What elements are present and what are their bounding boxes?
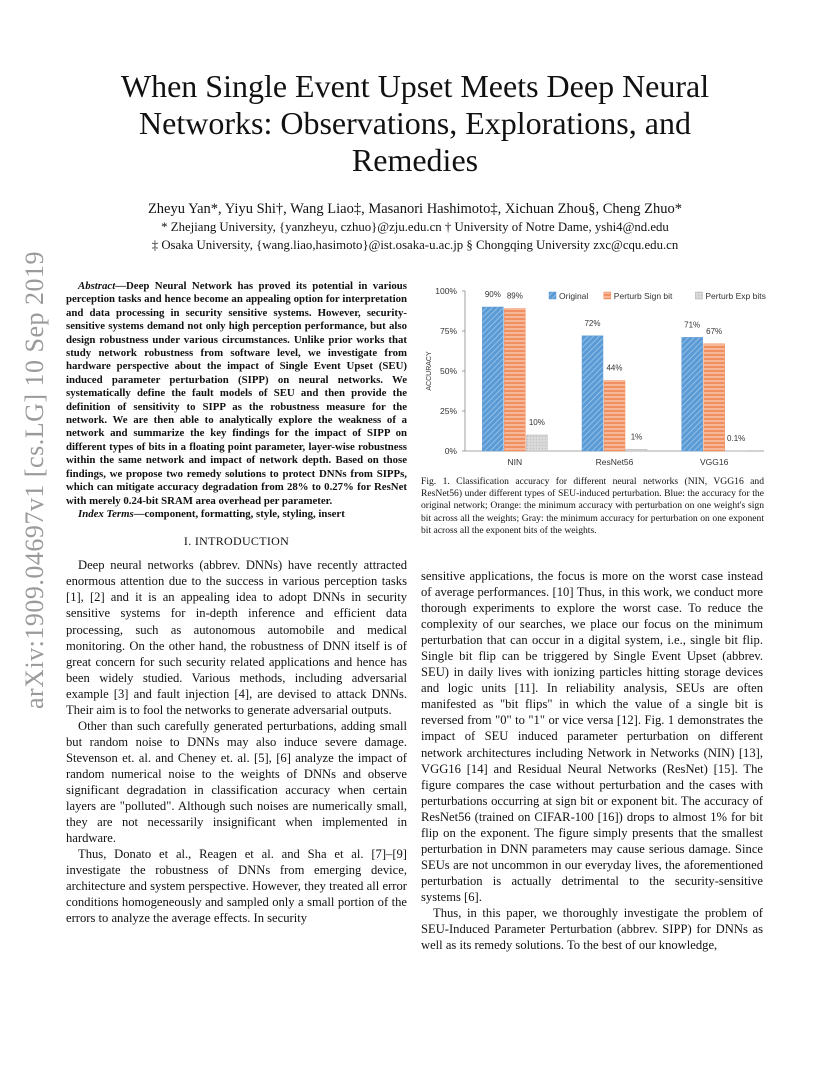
bar-resnet56-original — [582, 336, 603, 451]
legend-swatch — [695, 292, 702, 299]
data-label: 90% — [484, 290, 501, 299]
legend-swatch — [549, 292, 556, 299]
right-column — [421, 568, 763, 953]
abstract — [66, 280, 407, 508]
x-tick-label: NIN — [507, 457, 523, 467]
bar-nin-perturb-exp-bits — [526, 435, 547, 451]
section-heading: I. INTRODUCTION — [183, 534, 290, 549]
accuracy-bar-chart — [421, 282, 771, 472]
y-tick-label: 50% — [439, 366, 457, 376]
data-label: 0.1% — [727, 433, 746, 443]
bar-resnet56-perturb-sign-bit — [604, 381, 625, 451]
data-label: 72% — [584, 318, 601, 328]
y-tick-label: 25% — [439, 406, 457, 416]
bar-vgg16-perturb-sign-bit — [704, 344, 725, 451]
left-column — [66, 280, 407, 926]
bar-nin-perturb-sign-bit — [504, 309, 525, 451]
abstract-text: —Deep Neural Network has proved its potential in various perception tasks and hence become an appealing option for interpretation and data processing in security sensitive systems. However, security-sensitive systems demand not only high perception performance, but also design robustness under various circumstances. Unlike prior works that study network robustness from software level, we investigate from hardware perspective about the impact of Single Event Upset (SEU) induced parameter perturbation (SIPP) on neural networks. We systematically define the fault models of SEU and then provide the definition of sensitivity to SIPP as the robustness measure for the network. We are then able to analytically explore the weakness of a network and summarize the key findings for the impact of SIPP on different types of bits in a floating point parameter, layer-wise robustness within the same network and impact of network depth. Based on those findings, we propose two remedy solutions to protect DNNs from SIPPs, which can mitigate accuracy degradation from 28% to 0.27% for ResNet with merely 0.24-bit SRAM area overhead per parameter. — [66, 280, 407, 507]
legend-label: Perturb Exp bits — [705, 291, 766, 301]
legend-label: Original — [559, 291, 589, 301]
y-tick-label: 75% — [439, 326, 457, 336]
index-terms-text: —component, formatting, style, styling, insert — [133, 507, 345, 520]
body-paragraph: sensitive applications, the focus is more on the worst case instead of average performances. [10] Thus, in this work, we conduct more thorough experiments to explore the worst case. To reduce the complexity of our searches, we place our focus on the minimum perturbation that can occur in a digital system, i.e., single bit flip. Single bit flip can be triggered by Single Event Upset (abbrev. SEU) in daily lives with ionizing particles hitting storage devices and logic units [11]. In reliability analysis, SEUs are often manifested as "bit flips" in which the value of a single bit is reversed from "0" to "1" or vice versa [12]. Fig. 1 demonstrates the impact of SEU induced parameter perturbation on different network architectures including Network in Networks (NIN) [13], VGG16 [14] and Residual Neural Networks (ResNet) [15]. The figure compares the case without perturbation and the cases with perturbations occurring at sign bit or exponent bit. The accuracy of ResNet56 (trained on CIFAR-100 [16]) drops to almost 1% for bit flip on the exponent. The figure simply presents that the smallest perturbation in DNN parameters may cause serious damage. Since SEUs are not uncommon in our everyday lives, the aforementioned perturbation is actually detrimental to the security-sensitive systems [6]. — [421, 569, 763, 904]
arxiv-stamp — [16, 250, 54, 710]
x-tick-label: VGG16 — [699, 457, 729, 467]
figure-caption: Fig. 1. Classification accuracy for different neural networks (NIN, VGG16 and ResNet56) under different types of SEU-induced perturbation. Blue: the accuracy for the original network; Orange: the minimum accuracy with perturbation on one weight's sign bit across all the weights; Gray: the minimum accuracy for perturbation on one exponent bit across all the exponent bits of the weights. — [421, 476, 764, 536]
y-tick-label: 100% — [435, 286, 457, 296]
bar-vgg16-original — [682, 337, 703, 451]
data-label: 10% — [528, 418, 545, 427]
y-axis-label: ACCURACY — [426, 351, 433, 391]
y-tick-label: 0% — [444, 446, 457, 456]
legend-swatch — [604, 292, 611, 299]
arxiv-id-label: arXiv:1909.04697v1 [cs.LG] 10 Sep 2019 — [20, 250, 49, 710]
index-terms — [66, 508, 407, 521]
bar-nin-original — [482, 307, 503, 451]
index-terms-label: Index Terms — [78, 507, 134, 520]
affiliation-line: ‡ Osaka University, {wang.liao,hasimoto}@ist.osaka-u.ac.jp § Chongqing University zxc@cqu.edu.cn — [151, 237, 679, 252]
body-paragraph: Other than such carefully generated perturbations, adding small but random noise to DNNs may also induce severe damage. Stevenson et. al. and Cheney et. al. [5], [6] analyze the impact of random numerical noise to the weights of DNNs and observe significant degradation in classification accuracy when certain layers are "polluted". Although such noises are numerically small, they are not necessarily insignificant when implemented in hardware. — [66, 718, 407, 846]
affiliations — [70, 219, 760, 254]
abstract-label: Abstract — [78, 280, 116, 292]
data-label: 89% — [506, 291, 523, 301]
body-paragraph: Thus, Donato et al., Reagen et al. and Sha et al. [7]–[9] investigate the robustness of DNNs from emerging device, architecture and system perspective. However, they treated all error conditions homogeneously and sampled only a small portion of the errors to analyze the average effects. In security — [66, 847, 407, 926]
data-label: 71% — [684, 320, 701, 330]
data-label: 1% — [630, 432, 643, 442]
x-tick-label: ResNet56 — [595, 457, 634, 467]
data-label: 67% — [706, 326, 723, 336]
body-paragraph: Deep neural networks (abbrev. DNNs) have recently attracted enormous attention due to the success in various perception tasks [1], [2] and it is an appealing idea to adopt DNNs in security sensitive systems for in-depth inference and efficient data processing, such as autonomous automobile and medical monitoring. On the other hand, the robustness of DNN itself is of great concern for such security related applications and hence has been widely studied. Various methods, including adversarial example [3] and fault injection [4], are devised to attack DNNs. Their aim is to fool the networks to generate adversarial outputs. — [66, 558, 407, 717]
paper-title: When Single Event Upset Meets Deep Neural Networks: Observations, Explorations, and Remedies — [120, 68, 710, 178]
body-paragraph: Thus, in this paper, we thoroughly investigate the problem of SEU-Induced Parameter Perturbation (abbrev. SIPP) for DNNs as well as its remedy solutions. To the best of our knowledge, — [421, 905, 763, 953]
data-label: 44% — [606, 363, 623, 373]
bar-resnet56-perturb-exp-bits — [626, 449, 647, 451]
author-list: Zheyu Yan*, Yiyu Shi†, Wang Liao‡, Masanori Hashimoto‡, Xichuan Zhou§, Cheng Zhuo* — [147, 201, 683, 217]
affiliation-line: * Zhejiang University, {yanzheyu, czhuo}@zju.edu.cn † University of Notre Dame, yshi4@nd.edu — [161, 220, 669, 234]
legend-label: Perturb Sign bit — [613, 291, 673, 301]
